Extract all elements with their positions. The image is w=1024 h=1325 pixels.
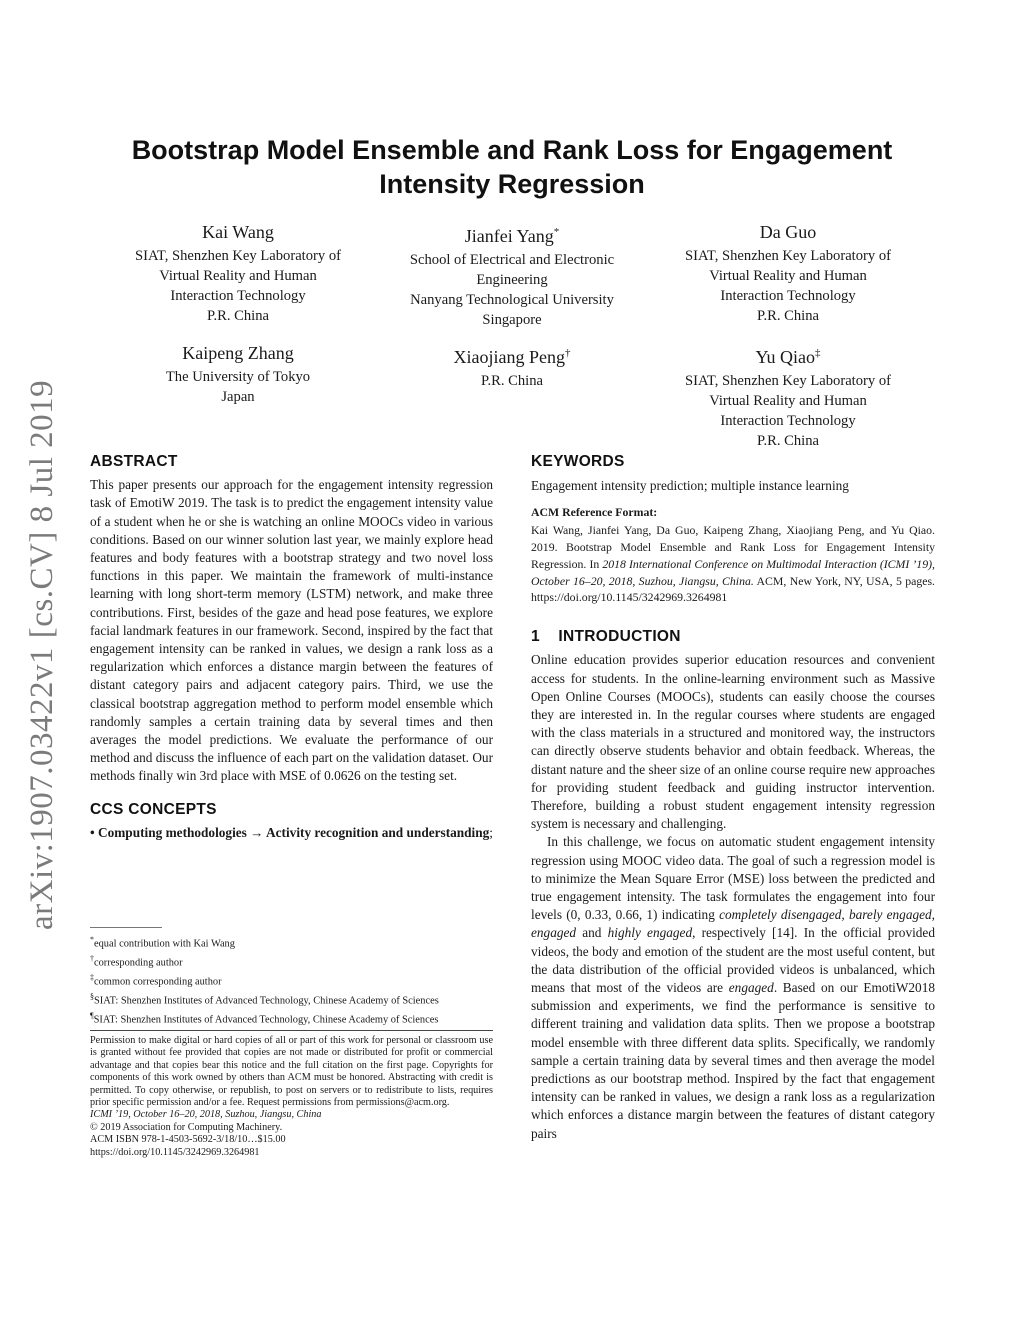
affiliation-line: SIAT, Shenzhen Key Laboratory of (684, 248, 891, 264)
author-name: Kai Wang (202, 222, 274, 242)
affiliation-line: Interaction Technology (720, 288, 856, 304)
permission-copyright: © 2019 Association for Computing Machinery. (90, 1121, 283, 1133)
ccs-text (90, 824, 493, 842)
author-block-1 (98, 220, 378, 326)
abstract-heading: ABSTRACT (90, 453, 178, 470)
affiliation-line: P.R. China (756, 433, 820, 449)
permission-doi: https://doi.org/10.1145/3242969.3264981 (90, 1146, 260, 1158)
ccs-heading: CCS CONCEPTS (90, 800, 217, 818)
keywords-heading: KEYWORDS (531, 453, 625, 470)
permission-rule (90, 1030, 493, 1031)
arxiv-stamp-text: arXiv:1907.03422v1 [cs.CV] 8 Jul 2019 (24, 379, 60, 930)
intro-paragraph-2: In this challenge, we focus on automatic student engagement intensity regression using MOOC video data. The goal of such a regression model is to minimize the Mean Square Error (MSE) loss between the predicted and true engagement intensity. The task formulates the engagement into four levels (0, 0.33, 0.66, 1) indicating completely disengaged, barely engaged, engaged and highly engaged, respectively [14]. In the official provided videos, the body and emotion of the student are the most useful content, but the data distribution of the official provided videos is unbalanced, which means that most of the videos are engaged. Based on our EmotiW2018 submission and experiments, we find the performance is sensitive to different training and validation data splits. Then we propose a bootstrap model ensemble with three different data splits. Specifically, we randomly sample a certain training data by several times and then average the model predictions as our bootstrap method. Inspired by the fact that engagement intensity can be ranked in values, we design a rank loss as a regularization which enforces a distance margin between the features of distant category pairs (531, 834, 935, 1141)
author-block-3 (648, 220, 928, 326)
acm-reference-heading: ACM Reference Format: (531, 505, 658, 520)
affiliation-line: Interaction Technology (170, 288, 306, 304)
affiliation-line: Virtual Reality and Human (709, 268, 867, 284)
affiliation-line: School of Electrical and Electronic (409, 252, 615, 268)
paper-title (100, 133, 924, 201)
affiliation-line: SIAT, Shenzhen Key Laboratory of (134, 248, 341, 264)
affiliation-line: Japan (221, 389, 255, 405)
left-column (90, 453, 493, 842)
affiliation-line: SIAT, Shenzhen Key Laboratory of (684, 373, 891, 389)
footnote-rule (90, 927, 162, 928)
affiliation-line: The University of Tokyo (165, 369, 311, 385)
permission-text: Permission to make digital or hard copies of all or part of this work for personal or classroom use is granted without fee provided that copies are not made or distributed for profit or commercial advantage and that copies bear this notice and the full citation on the first page. Copyrights for components of this work owned by others than ACM must be honored. Abstracting with credit is permitted. To copy otherwise, or republish, to post on servers or to redistribute to lists, requires prior specific permission and/or a fee. Request permissions from permissions@acm.org. (90, 1035, 493, 1109)
intro-number: 1 (531, 628, 540, 646)
author-name: Yu Qiao‡ (755, 347, 821, 367)
author-block-4 (98, 341, 378, 407)
acm-reference-venue: 2018 International Conference on Multimodal Interaction (ICMI ’19), October 16–20, 2018, Suzhou, Jiangsu, China. (531, 556, 935, 588)
ccs-suffix: ; (489, 824, 493, 840)
title-line-2: Intensity Regression (379, 169, 645, 199)
footnote: ¶SIAT: Shenzhen Institutes of Advanced Technology, Chinese Academy of Sciences (90, 1010, 439, 1026)
footnote: ‡common corresponding author (90, 972, 222, 988)
permission-isbn: ACM ISBN 978-1-4503-5692-3/18/10…$15.00 (90, 1134, 286, 1146)
author-name: Jianfei Yang* (464, 226, 560, 246)
acm-reference-text: Kai Wang, Jianfei Yang, Da Guo, Kaipeng Zhang, Xiaojiang Peng, and Yu Qiao. 2019. Bootstrap Model Ensemble and Rank Loss for Engagement Intensity Regression. In 2018 International Conference on Multimodal Interaction (ICMI ’19), October 16–20, 2018, Suzhou, Jiangsu, China. ACM, New York, NY, USA, 5 pages. https://doi.org/10.1145/3242969.3264981 (531, 523, 935, 605)
ccs-concept: • Computing methodologies → Activity recognition and understanding (90, 824, 490, 840)
affiliation-line: Interaction Technology (720, 413, 856, 429)
footnote: †corresponding author (90, 953, 183, 969)
author-mark: ‡ (815, 347, 821, 359)
author-block-6 (648, 341, 928, 451)
keywords-text: Engagement intensity prediction; multiple instance learning (531, 478, 849, 494)
intro-paragraph-1: Online education provides superior education resources and convenient access for students. In the online-learning environment such as Massive Open Online Courses (MOOCs), students can easily choose the courses they are interested in. In the regular courses where students are engaged with the class materials in a structured and monitored way, the instructors can directly observe students behavior and obtain feedback. Whereas, the distant nature and the sheer size of an online course require new approaches for providing student feedback and guiding instructor intervention. Therefore, building a robust student engagement intensity regression system is necessary and challenging. (531, 652, 935, 832)
affiliation-line: Engineering (476, 272, 548, 288)
intro-heading (531, 628, 935, 646)
abstract-text: This paper presents our approach for the engagement intensity regression task of EmotiW 2019. The task is to predict the engagement intensity value of a student when he or she is watching an online MOOCs video in various conditions. Based on our winner solution last year, we mainly explore head features and body features with a bootstrap strategy and two novel loss functions in this paper. We maintain the framework of multi-instance learning with long short-term memory (LSTM) network, and make three contributions. First, besides of the gaze and head pose features, we explore facial landmark features in our framework. Second, inspired by the fact that engagement intensity can be ranked in values, we design a rank loss as a regularization which enforces a distance margin between the features of distant category pairs and adjacent category pairs. Third, we use the classical bootstrap aggregation method to perform model ensemble which randomly samples a certain training data by several times and then averages the model predictions. We evaluate the performance of our method and discuss the influence of each part on the validation dataset. Our methods finally win 3rd place with MSE of 0.0626 on the testing set. (90, 477, 493, 784)
footnote: §SIAT: Shenzhen Institutes of Advanced Technology, Chinese Academy of Sciences (90, 991, 439, 1007)
permission-block (90, 1035, 493, 1159)
arxiv-stamp (8, 374, 68, 934)
author-name: Xiaojiang Peng† (453, 347, 571, 367)
footnote: *equal contribution with Kai Wang (90, 935, 235, 950)
affiliation-line: Virtual Reality and Human (159, 268, 317, 284)
affiliation-line: P.R. China (480, 373, 544, 389)
acm-reference (531, 504, 935, 606)
author-mark: † (564, 347, 571, 359)
author-mark: * (553, 226, 560, 238)
right-column (531, 453, 935, 1143)
permission-venue: ICMI ’19, October 16–20, 2018, Suzhou, Jiangsu, China (90, 1109, 322, 1121)
affiliation-line: P.R. China (756, 308, 820, 324)
intro-title: INTRODUCTION (558, 628, 681, 646)
author-name: Da Guo (759, 222, 817, 242)
title-line-1: Bootstrap Model Ensemble and Rank Loss for Engagement (131, 135, 893, 165)
affiliation-line: Nanyang Technological University (410, 292, 614, 308)
affiliation-line: P.R. China (206, 308, 270, 324)
author-block-2 (372, 220, 652, 330)
author-block-5 (372, 341, 652, 391)
affiliation-line: Virtual Reality and Human (709, 393, 867, 409)
footnotes (90, 933, 493, 1028)
affiliation-line: Singapore (482, 312, 542, 328)
author-name: Kaipeng Zhang (182, 343, 294, 363)
